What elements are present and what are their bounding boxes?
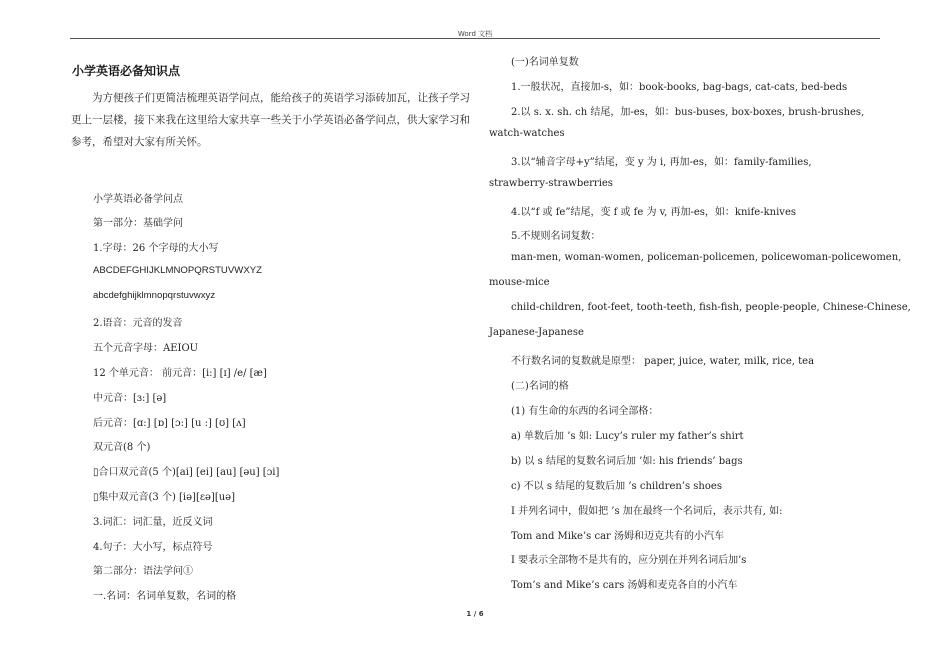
- text-line: 不行数名词的复数就是原型： paper, juice, water, milk, rice, tea: [511, 356, 815, 367]
- text-line: ▯合口双元音(5 个)[ai] [ei] [au] [əu] [ɔi]: [93, 467, 280, 478]
- subsection-heading: (二)名词的格: [511, 381, 569, 392]
- part-two-heading: 第二部分：语法学问①: [93, 566, 193, 577]
- text-line: child-children, foot-feet, tooth-teeth, fish-fish, people-people, Chinese-Chinese,: [511, 302, 911, 313]
- text-line: 4.句子：大小写，标点符号: [93, 542, 213, 553]
- text-line: Tom and Mike’s car 汤姆和迈克共有的小汽车: [511, 531, 724, 542]
- uppercase-alphabet: ABCDEFGHIJKLMNOPQRSTUVWXYZ: [93, 265, 262, 276]
- text-line: 双元音(8 个): [93, 442, 151, 453]
- part-one-heading: 第一部分：基础学问: [93, 218, 183, 229]
- text-line: 3.以“辅音字母+y”结尾，变 y 为 i, 再加-es，如：family-families,: [511, 157, 812, 168]
- text-line: 3.词汇：词汇量，近反义词: [93, 517, 213, 528]
- text-line: 中元音：[ɜ:] [ə]: [93, 393, 167, 404]
- text-line: b) 以 s 结尾的复数名词后加 ’如: his friends’ bags: [511, 456, 743, 467]
- text-line: c) 不以 s 结尾的复数后加 ’s children’s shoes: [511, 481, 722, 492]
- intro-paragraph: 为方便孩子们更简洁梳理英语学问点，能给孩子的英语学习添砖加瓦，让孩子学习更上一层楼，接下来我在这里给大家共享一些关于小学英语必备学问点，供大家学习和参考，希望对大家有所关怀。: [71, 92, 470, 148]
- text-line: man-men, woman-women, policeman-policemen, policewoman-policewomen,: [511, 252, 902, 263]
- page-number: 1 / 6: [466, 610, 484, 618]
- text-line: ▯集中双元音(3 个) [iə][ɛə][uə]: [93, 492, 236, 503]
- subsection-heading: (一)名词单复数: [511, 57, 579, 68]
- text-line: 一.名词：名词单复数，名词的格: [93, 591, 237, 602]
- text-line: a) 单数后加 ’s 如: Lucy’s ruler my father’s shirt: [511, 431, 744, 442]
- header-text: Word 文档: [457, 30, 493, 38]
- text-line: 4.以“f 或 fe”结尾，变 f 或 fe 为 v, 再加-es，如：knife-knives: [511, 207, 796, 218]
- text-line: 2.以 s. x. sh. ch 结尾，加-es，如：bus-buses, box-boxes, brush-brushes,: [511, 107, 865, 118]
- text-line: 2.语音：元音的发音: [93, 318, 183, 329]
- text-line: I 并列名词中，假如把 ’s 加在最终一个名词后，表示共有, 如:: [511, 506, 783, 517]
- text-line: mouse-mice: [489, 277, 550, 288]
- text-line: 5.不规则名词复数：: [511, 231, 601, 242]
- text-line: Japanese-Japanese: [489, 327, 584, 338]
- text-line: strawberry-strawberries: [489, 178, 613, 189]
- text-line: 1.一般状况，直接加-s，如：book-books, bag-bags, cat-cats, bed-beds: [511, 82, 848, 93]
- text-line: 1.字母：26 个字母的大小写: [93, 243, 219, 254]
- text-line: 后元音：[ɑ:] [ɒ] [ɔ:] [u :] [ʊ] [ʌ]: [93, 418, 246, 429]
- text-line: watch-watches: [489, 128, 565, 139]
- text-line: I 要表示全部物不是共有的，应分别在并列名词后加’s: [511, 555, 747, 566]
- header-divider: [70, 38, 880, 39]
- document-title: 小学英语必备知识点: [72, 64, 181, 78]
- text-line: 12 个单元音： 前元音：[i:] [ɪ] /e/ [æ]: [93, 368, 267, 379]
- text-line: Tom’s and Mike’s cars 汤姆和麦克各自的小汽车: [511, 580, 738, 591]
- lowercase-alphabet: abcdefghijklmnopqrstuvwxyz: [93, 290, 216, 301]
- section-heading: 小学英语必备学问点: [93, 194, 183, 205]
- text-line: 五个元音字母：AEIOU: [93, 343, 199, 354]
- text-line: (1) 有生命的东西的名词全部格：: [511, 406, 659, 417]
